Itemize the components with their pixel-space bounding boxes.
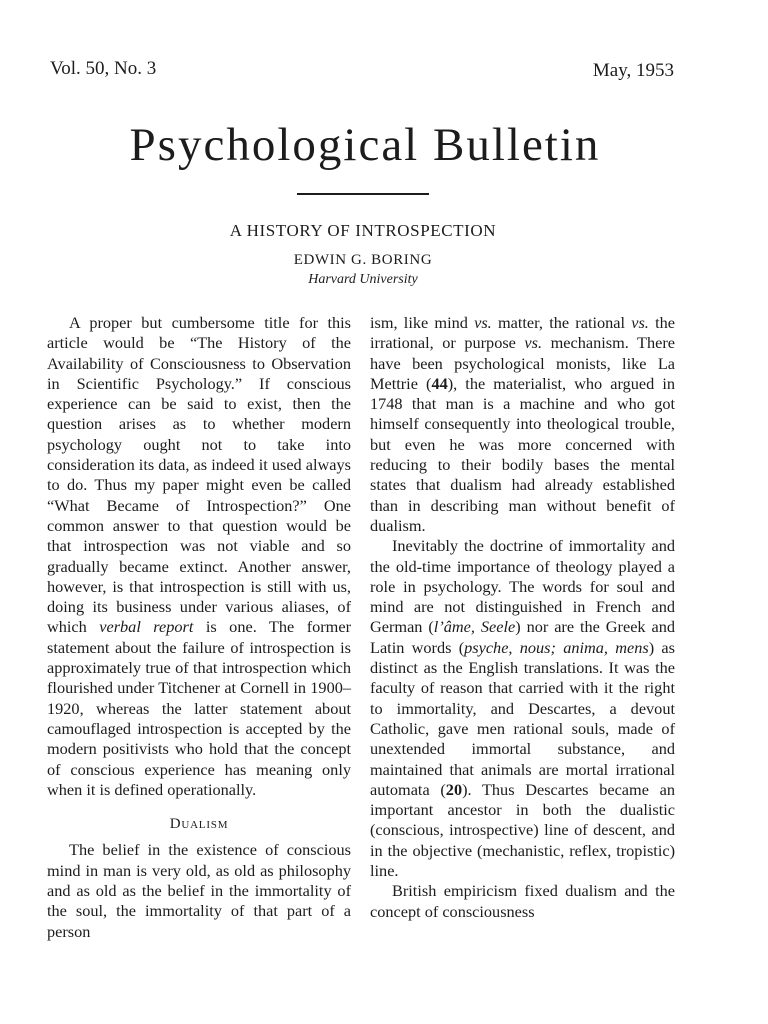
- emphasis-text: vs.: [631, 313, 649, 332]
- paragraph-text: matter, the rational: [491, 313, 632, 332]
- paragraph-text: the irrational, or purpose: [370, 313, 675, 353]
- paragraph-text: ). Thus Descartes became an important ancestor in both the dualistic (conscious, introspective) line of descent, and in the objective (mechanistic, reflex, tropistic) line.: [370, 779, 675, 881]
- paragraph-empiricism: British empiricism fixed dualism and the concept of consciousness: [370, 881, 675, 921]
- paragraph-text: is one. The former statement about the failure of introspection is approximately true of that introspection which flourished under Titchener at Cornell in 1900–1920, whereas the latter statement about camouflaged introspection is accepted by the modern positivists who hold that the concept of conscious experience has meaning only when it is defined operationally.: [47, 617, 351, 799]
- section-heading-dualism: Dualism: [169, 816, 229, 833]
- paragraph-text: mechanism. There have been psychological monists, like La Mettrie (: [370, 333, 675, 393]
- left-column: [47, 313, 351, 942]
- paragraph-text: A proper but cumbersome title for this article would be “The History of the Availability of Consciousness to Observation in Scientific Psychology.” If conscious experience can be said to exist, then the question arises as to whether modern psychology ought not to take into consideration its data, as indeed it used always to do. Thus my paper might even be called “What Became of Introspection?” One common answer to that question would be that introspection was not viable and so gradually became extinct. Another answer, however, is that introspection is still with us, doing its business under various aliases, of which: [47, 313, 351, 637]
- paragraph-text: ), the materialist, who argued in 1748 that man is a machine and who got himself consequently into theological trouble, but even he was more concerned with reducing to their bodily bases the mental states that dualism had already established than in describing man without benefit of dualism.: [370, 373, 675, 535]
- paragraph-text: ) as distinct as the English translations. It was the faculty of reason that carried with it the right to immortality, and Descartes, a devout Catholic, gave men rational souls, made of unextended immortal substance, and maintained that animals are mortal irrational automata (: [370, 637, 675, 799]
- issue-date: May, 1953: [592, 60, 674, 81]
- right-column: [370, 313, 675, 922]
- title-rule: [297, 193, 429, 195]
- author-name: EDWIN G. BORING: [293, 252, 433, 268]
- author-affiliation: Harvard University: [308, 272, 418, 287]
- reference-number: 44: [431, 373, 448, 393]
- paragraph-immortality: [370, 536, 675, 881]
- emphasis-text: vs.: [474, 313, 492, 332]
- article-title: A HISTORY OF INTROSPECTION: [229, 221, 497, 240]
- reference-number: 20: [445, 779, 463, 799]
- emphasis-text: vs.: [524, 333, 543, 353]
- paragraph-text: ism, like mind: [370, 313, 475, 332]
- paragraph-text: ) nor are the Greek and Latin words (: [370, 617, 676, 657]
- journal-title: Psychological Bulletin: [129, 119, 601, 171]
- paragraph-text: Inevitably the doctrine of immortality and the old-time importance of theology played a role in psychology. The words for soul and mind are not distinguished in French and German (: [370, 536, 675, 637]
- paragraph-intro: [47, 313, 351, 800]
- emphasis-text: psyche, nous; anima, mens: [464, 637, 649, 657]
- emphasis-text: verbal report: [99, 617, 194, 637]
- volume-issue: Vol. 50, No. 3: [50, 58, 157, 79]
- emphasis-text: l’âme, Seele: [433, 617, 516, 637]
- paragraph-dualism: The belief in the existence of conscious mind in man is very old, as old as philosophy and as old as the belief in the immortality of the soul, the immortality of that part of a person: [47, 840, 351, 941]
- paragraph-continued: [370, 313, 675, 536]
